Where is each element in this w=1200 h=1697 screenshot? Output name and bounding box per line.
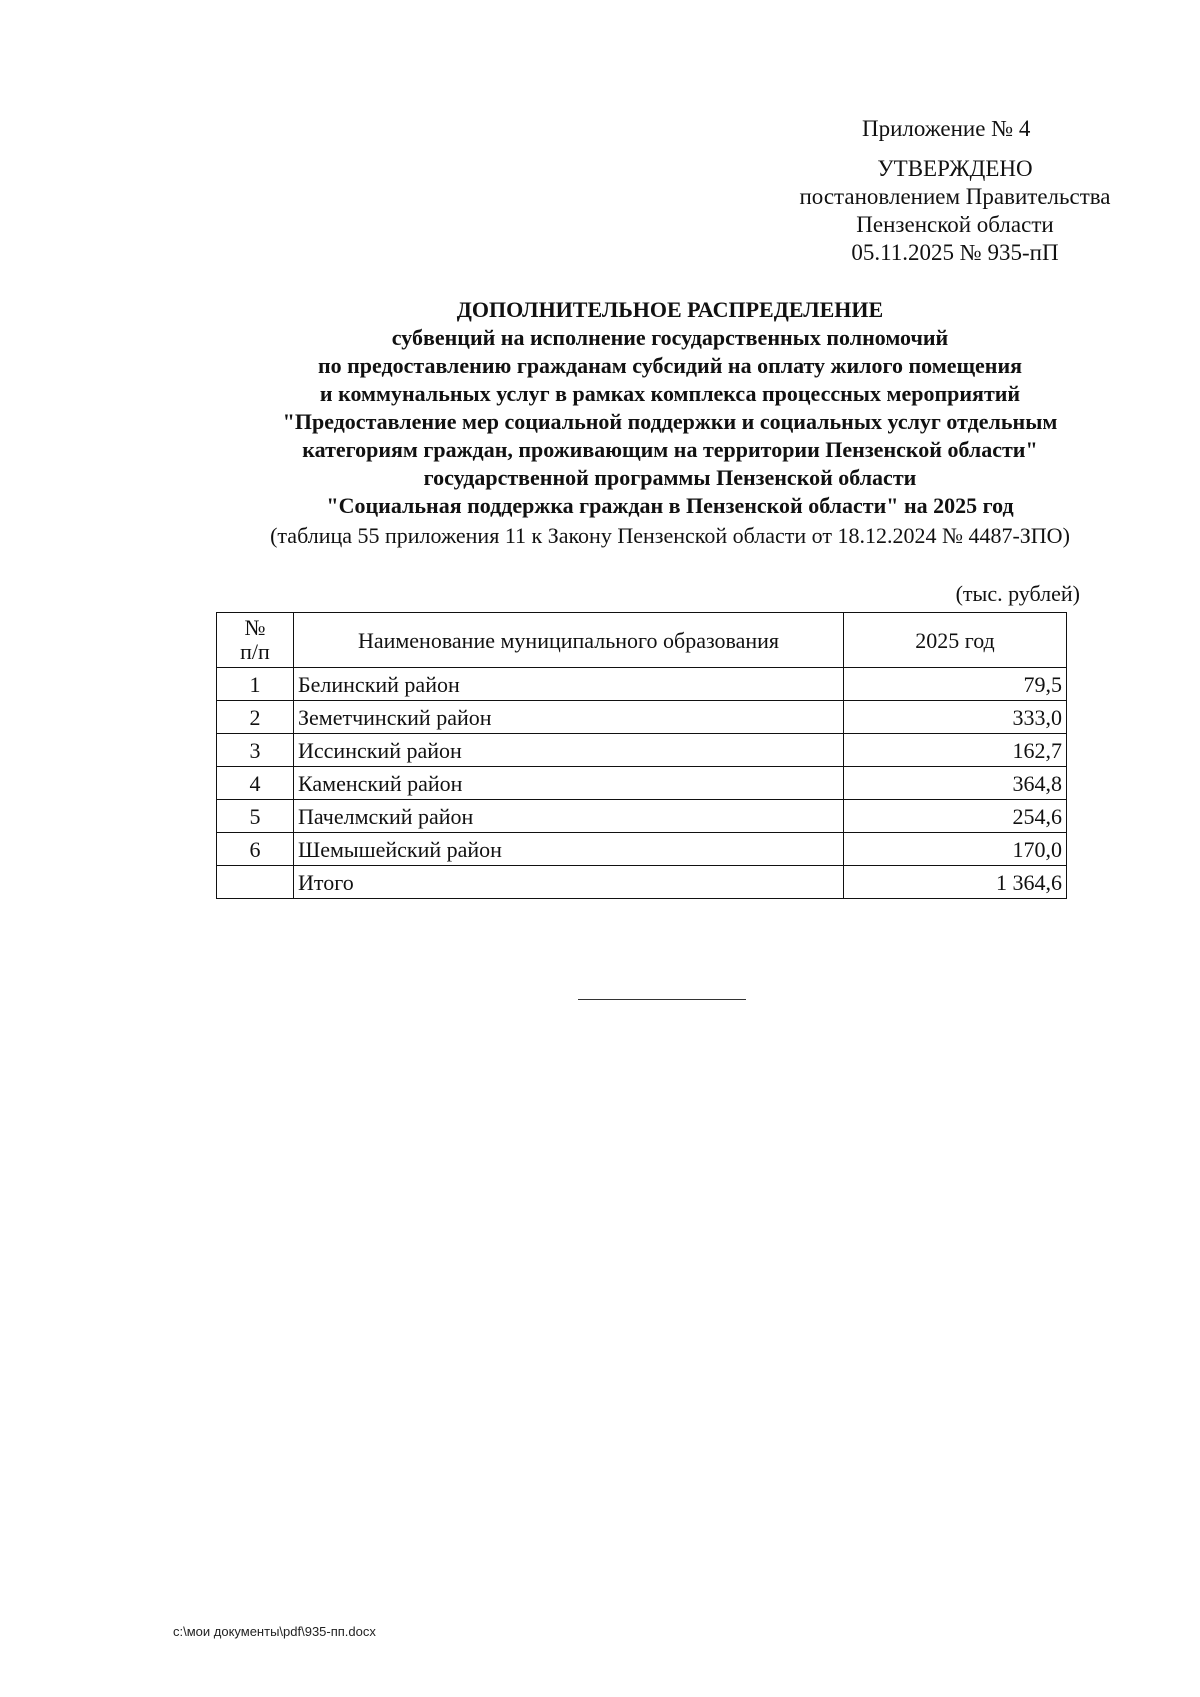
title-line-1: ДОПОЛНИТЕЛЬНОЕ РАСПРЕДЕЛЕНИЕ <box>456 297 884 322</box>
row-amount: 162,7 <box>844 734 1067 767</box>
title-line-7: государственной программы Пензенской области <box>423 465 917 490</box>
row-number: 6 <box>217 833 294 866</box>
row-municipality: Пачелмский район <box>294 800 844 833</box>
row-municipality: Земетчинский район <box>294 701 844 734</box>
table-row <box>217 701 1067 734</box>
closing-divider <box>578 999 746 1000</box>
table-row <box>217 668 1067 701</box>
header-number-abbr: п/п <box>240 639 270 664</box>
approved-label: УТВЕРЖДЕНО <box>877 156 1033 181</box>
appendix-number: Приложение № 4 <box>862 116 1031 141</box>
row-amount: 364,8 <box>844 767 1067 800</box>
total-row <box>217 866 1067 899</box>
table-row <box>217 734 1067 767</box>
row-municipality: Каменский район <box>294 767 844 800</box>
row-amount: 79,5 <box>844 668 1067 701</box>
row-number: 4 <box>217 767 294 800</box>
row-amount: 333,0 <box>844 701 1067 734</box>
row-amount: 170,0 <box>844 833 1067 866</box>
title-line-6: категориям граждан, проживающим на территории Пензенской области" <box>302 437 1038 462</box>
distribution-table <box>216 612 1067 899</box>
units-label: (тыс. рублей) <box>955 581 1080 606</box>
title-note: (таблица 55 приложения 11 к Закону Пензенской области от 18.12.2024 № 4487-ЗПО) <box>270 523 1070 548</box>
table-row <box>217 833 1067 866</box>
approval-stamp <box>760 155 1150 267</box>
row-municipality: Иссинский район <box>294 734 844 767</box>
total-amount: 1 364,6 <box>844 866 1067 899</box>
approval-date-number: 05.11.2025 № 935-пП <box>851 240 1059 265</box>
approval-line-1: постановлением Правительства <box>799 184 1111 209</box>
title-line-4: и коммунальных услуг в рамках комплекса процессных мероприятий <box>319 381 1021 406</box>
title-line-5: "Предоставление мер социальной поддержки и социальных услуг отдельным <box>282 409 1058 434</box>
title-line-8: "Социальная поддержка граждан в Пензенской области" на 2025 год <box>326 493 1014 518</box>
table-row <box>217 800 1067 833</box>
row-number: 2 <box>217 701 294 734</box>
header-number <box>217 613 294 668</box>
row-number: 3 <box>217 734 294 767</box>
title-line-3: по предоставлению гражданам субсидий на оплату жилого помещения <box>317 353 1023 378</box>
header-municipality: Наименование муниципального образования <box>294 613 844 668</box>
row-number: 1 <box>217 668 294 701</box>
row-municipality: Шемышейский район <box>294 833 844 866</box>
row-number <box>217 866 294 899</box>
table-row <box>217 767 1067 800</box>
table-header-row <box>217 613 1067 668</box>
row-amount: 254,6 <box>844 800 1067 833</box>
total-label: Итого <box>294 866 844 899</box>
approval-line-2: Пензенской области <box>856 212 1054 237</box>
row-municipality: Белинский район <box>294 668 844 701</box>
header-year: 2025 год <box>844 613 1067 668</box>
header-number-symbol: № <box>244 615 266 640</box>
row-number: 5 <box>217 800 294 833</box>
document-title <box>180 296 1160 550</box>
title-line-2: субвенций на исполнение государственных полномочий <box>391 325 949 350</box>
footer-file-path: c:\мои документы\pdf\935-пп.docx <box>173 1624 376 1639</box>
